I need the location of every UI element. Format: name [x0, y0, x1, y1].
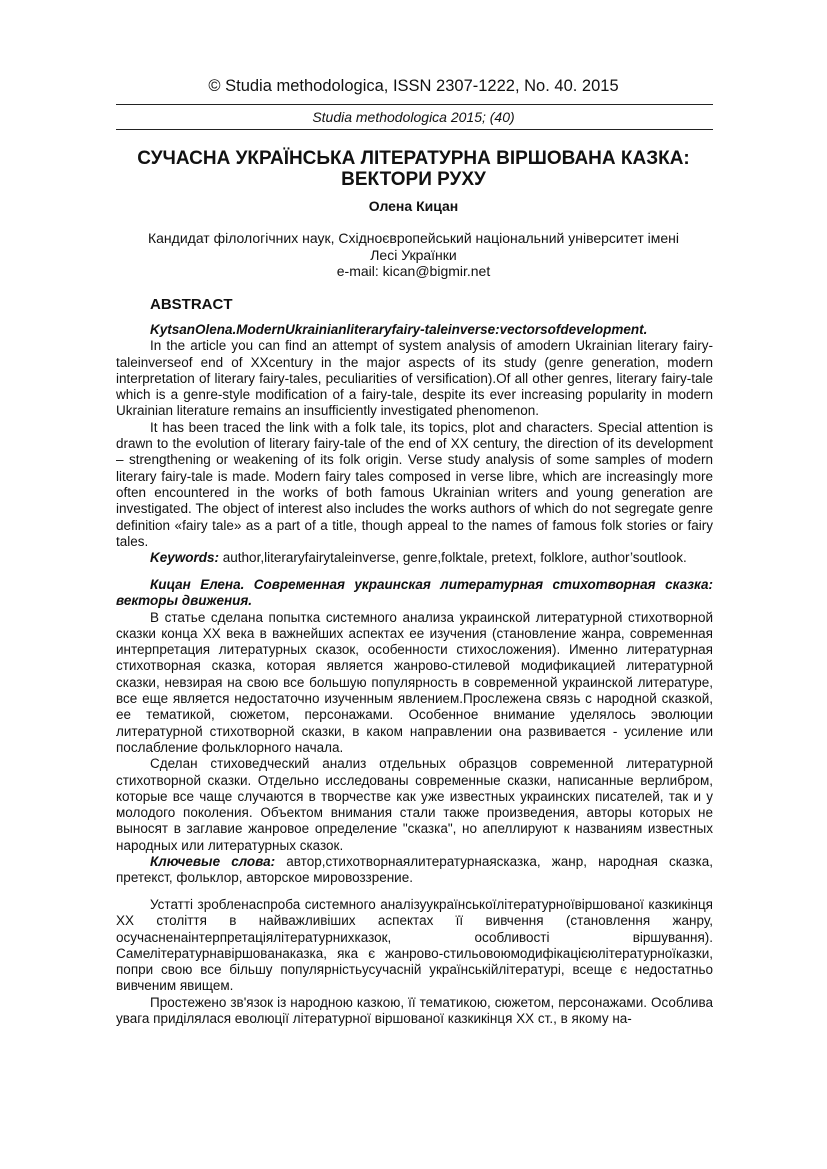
header-rule-top — [116, 104, 713, 105]
keywords-label-ru: Ключевые слова: — [150, 854, 276, 870]
email-line: e-mail: kican@bigmir.net — [336, 263, 491, 279]
abstract-heading: ABSTRACT — [150, 296, 233, 313]
abstract-en-keywords — [116, 550, 713, 566]
affiliation-line-1: Кандидат філологічних наук, Східноєвропейський національний університет імені — [147, 230, 679, 246]
abstract-en-paragraph-2: It has been traced the link with a folk tale, its topics, plot and characters. Special attention is drawn to the evolution of literary fairy-tale of the end of XX century, the direction of its development – strengthening or weakening of its folk origin. Verse study analysis of some samples of modern literary fairy-tale is made. Modern fairy tales composed in verse libre, which are increasingly more often encountered in the works of both famous Ukrainian writers and young generation are investigated. The object of interest also includes the works authors of which do not segregate genre definition «fairy tale» as a part of a title, though appeal to the names of famous folk stories or fairy tales. — [116, 419, 713, 549]
affiliation-line-2: Лесі Українки — [370, 246, 457, 263]
title-line-2: ВЕКТОРИ РУХУ — [341, 169, 486, 190]
abstract-en-paragraph-1: In the article you can find an attempt of system analysis of amodern Ukrainian literary fairy-taleinverseof end of XXcentury in the major aspects of its study (genre generation, modern interpretation of literary fairy-tales, peculiarities of versification).Of all other genres, literary fairy-tale which is a genre-style modification of a fairy-tale, despite its ever increasing popularity in modern Ukrainian literature remains an insufficiently investigated phenomenon. — [116, 338, 713, 419]
keywords-label: Keywords: — [150, 550, 220, 566]
abstract-ru-title: Кицан Елена. Современная украинская литературная стихотворная сказка: векторы движения. — [116, 577, 713, 609]
title-line-1: СУЧАСНА УКРАЇНСЬКА ЛІТЕРАТУРНА ВІРШОВАНА КАЗКА: — [137, 148, 690, 169]
abstract-en-title: KytsanOlena.ModernUkrainianliteraryfairy-taleinverse:vectorsofdevelopment. — [150, 322, 648, 337]
body-paragraph-2: Простежено зв'язок із народною казкою, її тематикою, сюжетом, персонажами. Особлива увага приділялася еволюції літературної віршованої казкикінця ХХ ст., в якому на- — [116, 994, 713, 1027]
body-text-ukrainian — [116, 897, 713, 1027]
abstract-english — [116, 322, 713, 566]
journal-line: Studia methodologica 2015; (40) — [312, 109, 515, 125]
abstract-ru-paragraph-1: В статье сделана попытка системного анализа украинской литературной стихотворной сказки конца ХХ века в важнейших аспектах ее изучения (становление жанра, современная интерпретация литературных сказок, особенности стихосложения). Именно литературная стихотворная сказка, которая является жанрово-стилевой модификацией литературной сказки, невзирая на свою все большую популярность в современной украинской литературе, все еще является недостаточно изученным явлением.Прослежена связь с народной сказкой, ее тематикой, сюжетом, персонажами. Особенное внимание уделялось эволюции литературной стихотворной сказки, в каком направлении она развивается - усиление или послабление фольклорного начала. — [116, 609, 713, 755]
keywords-text-ru: автор,стихотворнаялитературнаясказка, жанр, народная сказка, претекст, фольклор, авторское мировоззрение. — [116, 854, 713, 886]
keywords-text: author,literaryfairytaleinverse, genre,folktale, pretext, folklore, author’soutlook. — [219, 550, 687, 566]
body-paragraph-1: Устатті зробленаспроба системного аналізуукраїнськоїлітературноївіршованої казкикінця ХХ століття в найважливіших аспектах її вивчення (становлення жанру, осучасненаінтерпретаціялітературнихказок, особливості віршування). Самелітературнавіршованаказка, яка є жанрово-стильовоюмодифікацієюлітературноїказки, попри свою все більшу популярністьусучасній українськійлітературі, всеще є недостатньо вивченим явищем. — [116, 897, 713, 994]
copyright-line: © Studia methodologica, ISSN 2307-1222, No. 40. 2015 — [208, 77, 619, 95]
abstract-ru-paragraph-2: Сделан стиховедческий анализ отдельных образцов современной литературной стихотворной сказки. Отдельно исследованы современные сказки, написанные верлибром, которые все чаще случаются в творчестве как уже известных украинских писателей, так и у молодого поколения. Объектом внимания стали также произведения, авторы которых не выносят в заглавие жанровое определение "сказка", но апеллируют к названиям известных народных или литературных сказок. — [116, 756, 713, 853]
abstract-russian — [116, 577, 713, 887]
affiliation — [110, 230, 717, 280]
abstract-ru-keywords — [116, 854, 713, 887]
header-rule-bottom — [116, 129, 713, 130]
author-name: Олена Кицан — [368, 198, 459, 214]
article-title — [100, 148, 727, 190]
